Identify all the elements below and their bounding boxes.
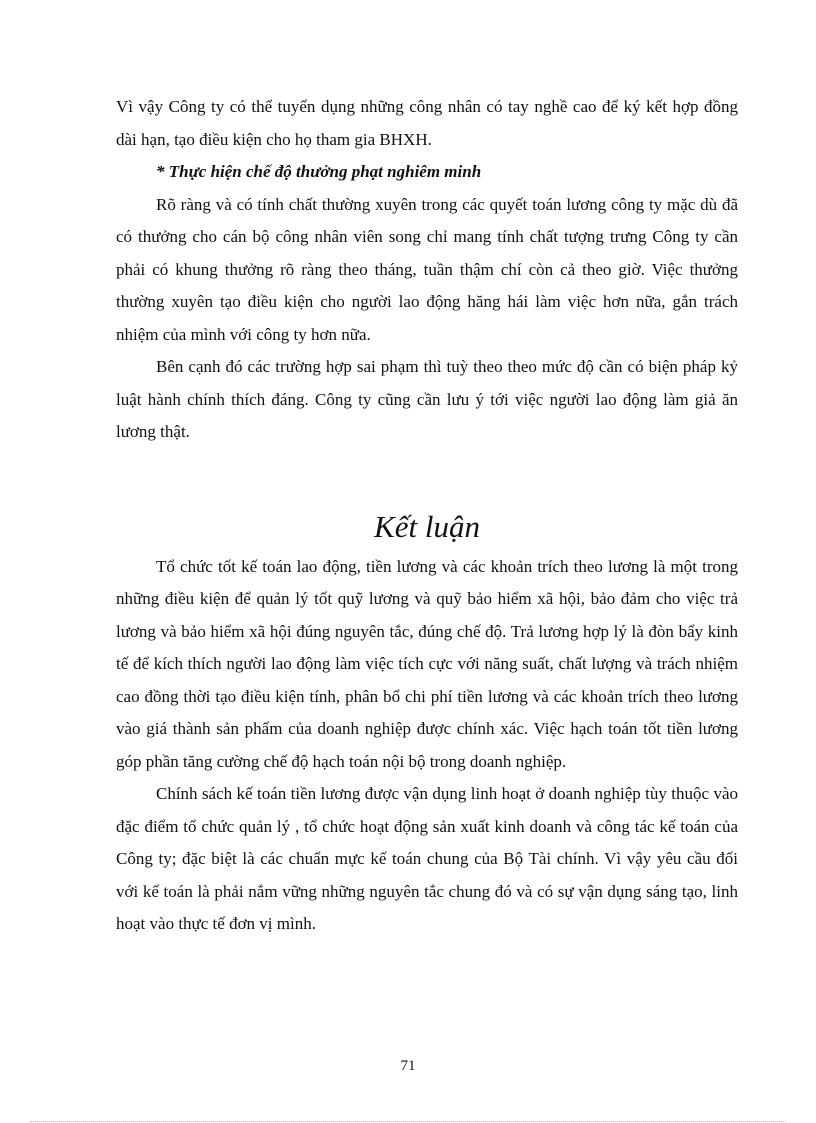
paragraph-conclusion-1: Tổ chức tốt kế toán lao động, tiền lương và các khoản trích theo lương là một trong những điều kiện để quản lý tốt quỹ lương và quỹ bảo hiểm xã hội, bảo đảm cho việc trả lương và bảo hiểm xã hội đúng nguyên tắc, đúng chế độ. Trả lương hợp lý là đòn bẩy kinh tế để kích thích người lao động làm việc tích cực với năng suất, chất lượng và trách nhiệm cao đồng thời tạo điều kiện tính, phân bổ chi phí tiền lương và các khoản trích theo lương vào giá thành sản phẩm của doanh nghiệp được chính xác. Việc hạch toán tốt tiền lương góp phần tăng cường chế độ hạch toán nội bộ trong doanh nghiệp. [116,556,738,771]
page-number: 71 [400,1058,416,1074]
page-content [116,91,738,941]
paragraph-reward: Rõ ràng và có tính chất thường xuyên trong các quyết toán lương công ty mặc dù đã có thưởng cho cán bộ công nhân viên song chỉ mang tính chất tượng trưng Công ty cần phải có khung thưởng rõ ràng theo tháng, tuần thậm chí còn cả theo giờ. Việc thưởng thường xuyên tạo điều kiện cho người lao động hăng hái làm việc hơn nữa, gắn trách nhiệm của mình với công ty hơn nữa. [116,194,738,344]
page-bottom-divider [30,1121,786,1122]
paragraph-intro: Vì vậy Công ty có thể tuyển dụng những công nhân có tay nghề cao để ký kết hợp đồng dài hạn, tạo điều kiện cho họ tham gia BHXH. [116,97,738,149]
section-title-conclusion: Kết luận [374,508,480,544]
paragraph-discipline: Bên cạnh đó các trường hợp sai phạm thì tuỳ theo theo mức độ cần có biện pháp kỷ luật hành chính thích đáng. Công ty cũng cần lưu ý tới việc người lao động làm giả ăn lương thật. [116,357,738,441]
subheading-reward-penalty: * Thực hiện chế độ thưởng phạt nghiêm minh [156,162,482,181]
section-spacer [116,449,738,507]
paragraph-conclusion-2: Chính sách kế toán tiền lương được vận dụng linh hoạt ở doanh nghiệp tùy thuộc vào đặc điểm tổ chức quản lý , tổ chức hoạt động sản xuất kinh doanh và công tác kế toán của Công ty; đặc biệt là các chuẩn mực kế toán chung của Bộ Tài chính. Vì vậy yêu cầu đối với kế toán là phải nắm vững những nguyên tắc chung đó và có sự vận dụng sáng tạo, linh hoạt vào thực tế đơn vị mình. [116,784,738,933]
